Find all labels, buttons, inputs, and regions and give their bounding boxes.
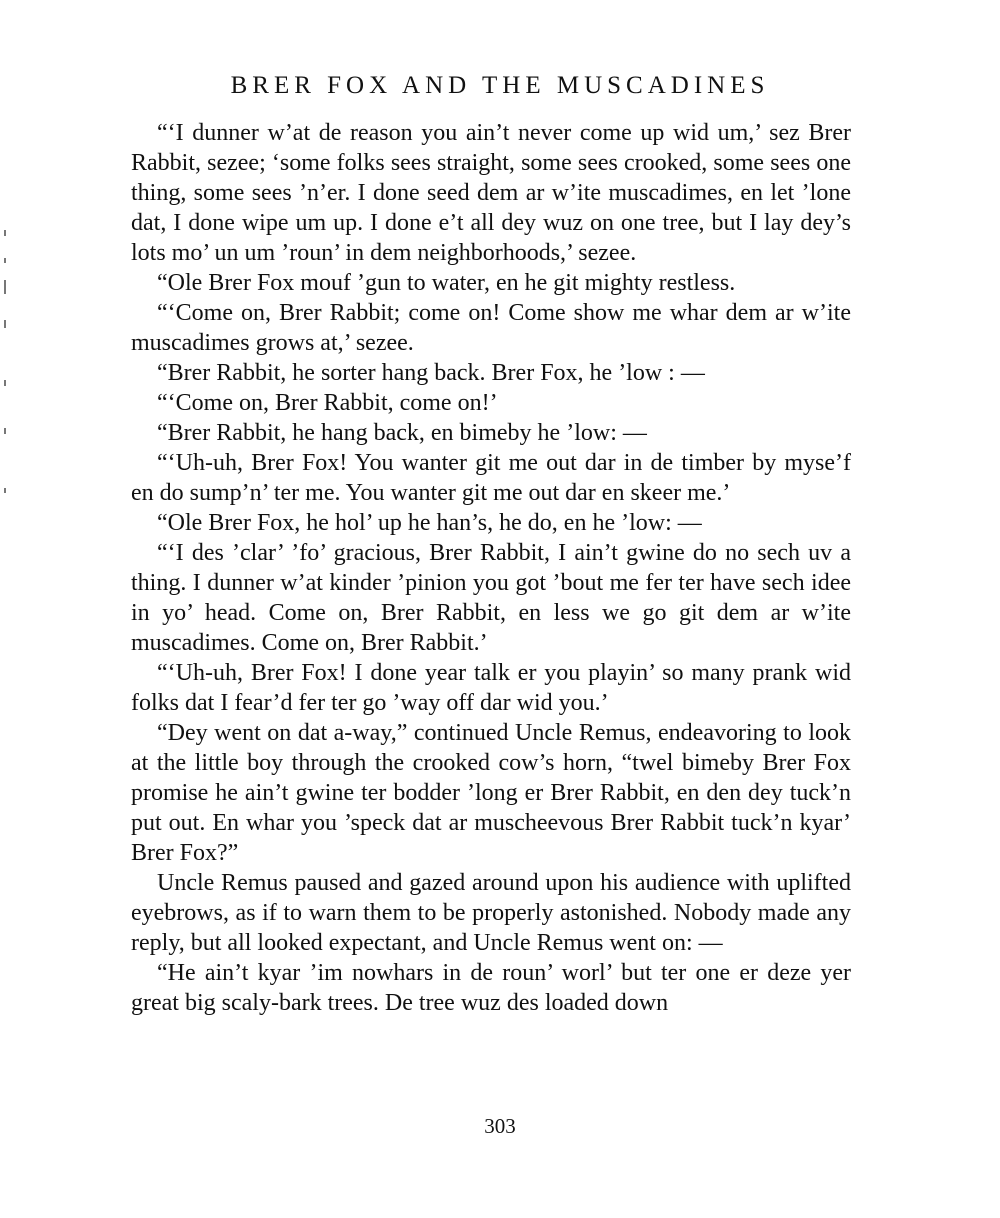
page-number: 303 [484, 1114, 516, 1138]
body-text [131, 118, 851, 1018]
paragraph: “‘Come on, Brer Rabbit; come on! Come show me whar dem ar w’ite muscadimes grows at,’ sezee. [131, 300, 851, 356]
paragraph: “‘Uh-uh, Brer Fox! I done year talk er you playin’ so many prank wid folks dat I fear’d fer ter go ’way off dar wid you.’ [131, 660, 851, 716]
paragraph: “‘Uh-uh, Brer Fox! You wanter git me out dar in de timber by myse’f en do sump’n’ ter me. You wanter git me out dar en skeer me.’ [131, 450, 851, 506]
margin-scan-marks [4, 220, 12, 500]
paragraph: “Ole Brer Fox, he hol’ up he han’s, he do, en he ’low: — [157, 510, 702, 536]
paragraph: “‘I des ’clar’ ’fo’ gracious, Brer Rabbit, I ain’t gwine do no sech uv a thing. I dunner w’at kinder ’pinion you got ’bout me fer ter have sech idee in yo’ head. Come on, Brer Rabbit, en less we go git dem ar w’ite muscadimes. Come on, Brer Rabbit.’ [131, 540, 851, 656]
paragraph: “Brer Rabbit, he sorter hang back. Brer Fox, he ’low : — [157, 360, 705, 386]
running-head: BRER FOX AND THE MUSCADINES [230, 72, 770, 99]
paragraph: “He ain’t kyar ’im nowhars in de roun’ worl’ but ter one er deze yer great big scaly-bark trees. De tree wuz des loaded down [131, 960, 851, 1016]
paragraph: “Brer Rabbit, he hang back, en bimeby he ’low: — [157, 420, 647, 446]
paragraph: “‘Come on, Brer Rabbit, come on!’ [157, 390, 498, 416]
paragraph: “Dey went on dat a-way,” continued Uncle Remus, endeavoring to look at the little boy through the crooked cow’s horn, “twel bimeby Brer Fox promise he ain’t gwine ter bodder ’long er Brer Rabbit, en den dey tuck’n put out. En whar you ’speck dat ar muscheevous Brer Rabbit tuck’n kyar’ Brer Fox?” [131, 720, 851, 866]
paragraph: “‘I dunner w’at de reason you ain’t never come up wid um,’ sez Brer Rabbit, sezee; ‘some folks sees straight, some sees crooked, some sees one thing, some sees ’n’er. I done seed dem ar w’ite muscadimes, en let ’lone dat, I done wipe um up. I done e’t all dey wuz on one tree, but I lay dey’s lots mo’ un um ’roun’ in dem neighborhoods,’ sezee. [131, 120, 851, 266]
paragraph: Uncle Remus paused and gazed around upon his audience with uplifted eyebrows, as if to warn them to be properly astonished. Nobody made any reply, but all looked expectant, and Uncle Remus went on: — [131, 870, 851, 956]
paragraph: “Ole Brer Fox mouf ’gun to water, en he git mighty restless. [157, 270, 736, 296]
